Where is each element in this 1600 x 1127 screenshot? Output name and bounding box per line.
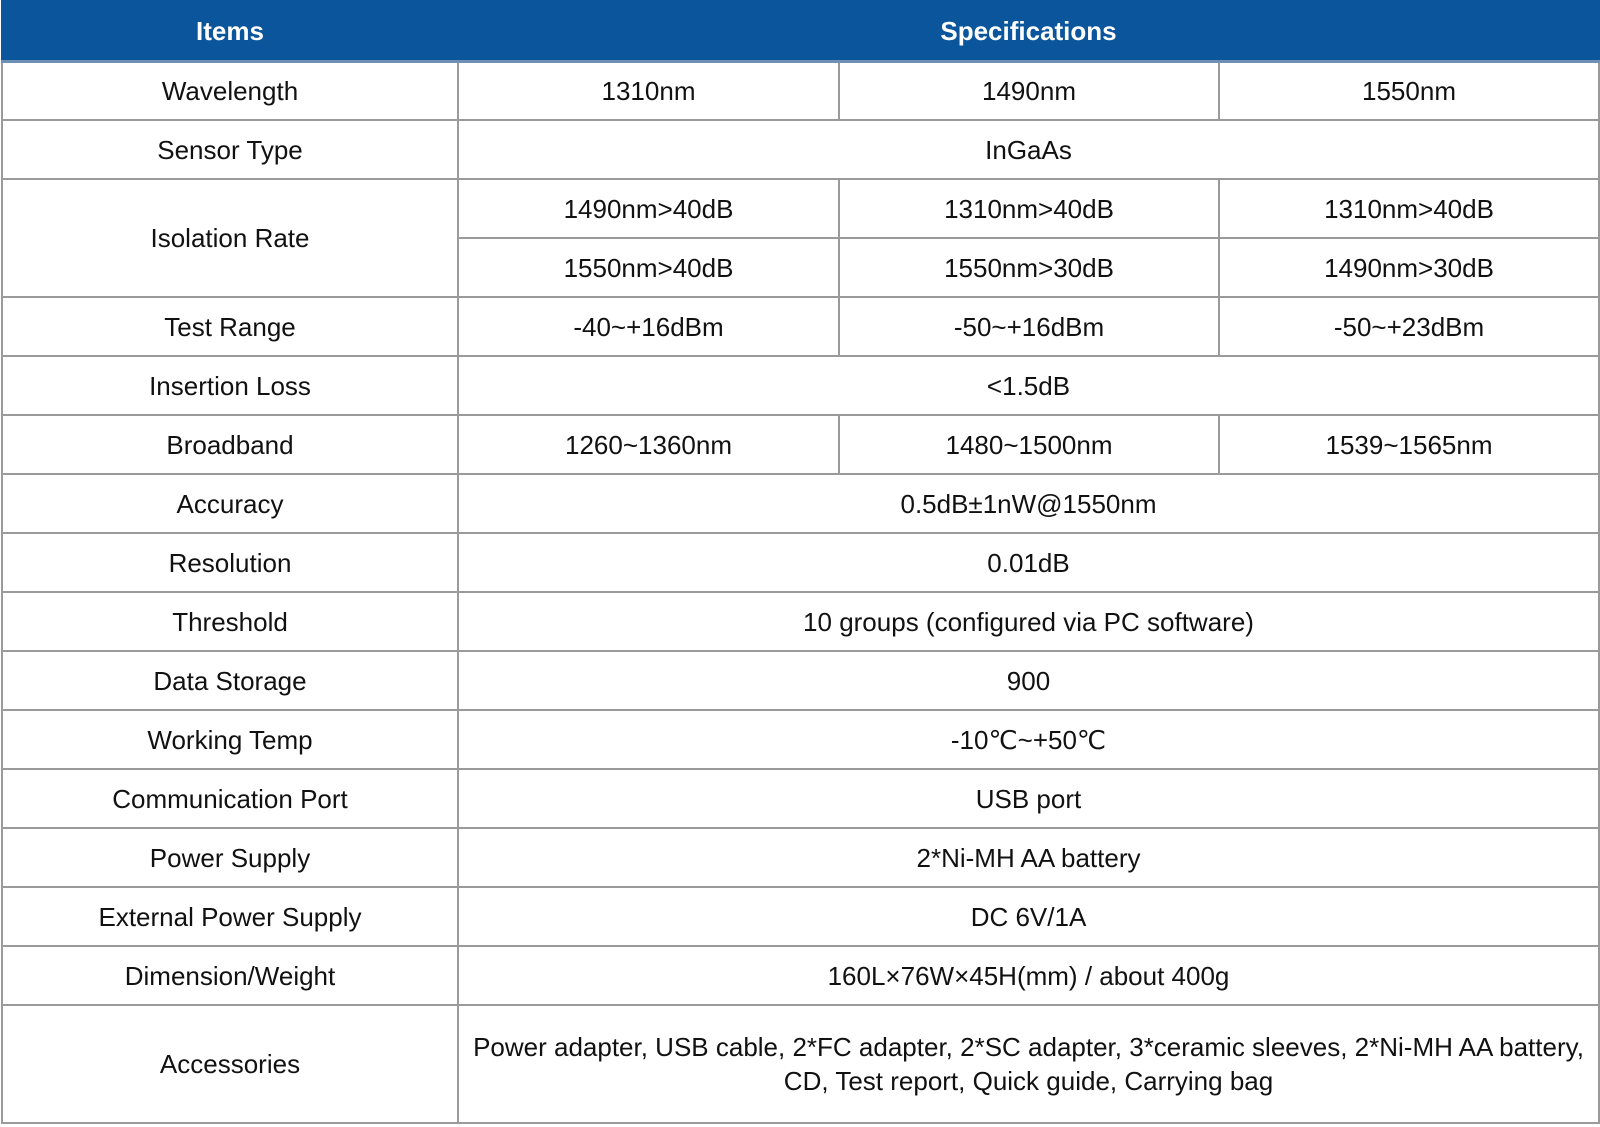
header-specifications: Specifications	[458, 1, 1599, 61]
cell-value: InGaAs	[458, 120, 1599, 179]
row-accuracy	[2, 474, 1599, 533]
cell-value: 1490nm>40dB	[458, 179, 839, 238]
cell-value: 0.01dB	[458, 533, 1599, 592]
row-data-storage	[2, 651, 1599, 710]
row-label: Threshold	[2, 592, 458, 651]
cell-value: 1310nm	[458, 61, 839, 120]
row-wavelength	[2, 61, 1599, 120]
row-accessories	[2, 1005, 1599, 1123]
cell-value: 1490nm	[839, 61, 1219, 120]
row-label: Data Storage	[2, 651, 458, 710]
cell-value: 1550nm>40dB	[458, 238, 839, 297]
row-label: Test Range	[2, 297, 458, 356]
row-label: Insertion Loss	[2, 356, 458, 415]
cell-value: 10 groups (configured via PC software)	[458, 592, 1599, 651]
row-label: External Power Supply	[2, 887, 458, 946]
cell-value: 160L×76W×45H(mm) / about 400g	[458, 946, 1599, 1005]
row-threshold	[2, 592, 1599, 651]
cell-value: 900	[458, 651, 1599, 710]
row-external-power-supply	[2, 887, 1599, 946]
row-broadband	[2, 415, 1599, 474]
row-label: Isolation Rate	[2, 179, 458, 297]
row-working-temp	[2, 710, 1599, 769]
cell-value: -10℃~+50℃	[458, 710, 1599, 769]
row-label: Accessories	[2, 1005, 458, 1123]
row-resolution	[2, 533, 1599, 592]
row-label: Sensor Type	[2, 120, 458, 179]
cell-value: DC 6V/1A	[458, 887, 1599, 946]
cell-value: 2*Ni-MH AA battery	[458, 828, 1599, 887]
row-label: Power Supply	[2, 828, 458, 887]
cell-value: -50~+23dBm	[1219, 297, 1599, 356]
cell-value: <1.5dB	[458, 356, 1599, 415]
row-sensor-type	[2, 120, 1599, 179]
row-label: Wavelength	[2, 61, 458, 120]
cell-value: 1539~1565nm	[1219, 415, 1599, 474]
cell-value: -50~+16dBm	[839, 297, 1219, 356]
row-label: Broadband	[2, 415, 458, 474]
row-label: Accuracy	[2, 474, 458, 533]
cell-value: -40~+16dBm	[458, 297, 839, 356]
row-label: Communication Port	[2, 769, 458, 828]
cell-value: 1480~1500nm	[839, 415, 1219, 474]
row-test-range	[2, 297, 1599, 356]
row-power-supply	[2, 828, 1599, 887]
specifications-table	[1, 0, 1600, 1124]
cell-value: Power adapter, USB cable, 2*FC adapter, 2*SC adapter, 3*ceramic sleeves, 2*Ni-MH AA battery, CD, Test report, Quick guide, Carrying bag	[458, 1005, 1599, 1123]
cell-value: USB port	[458, 769, 1599, 828]
cell-value: 1310nm>40dB	[1219, 179, 1599, 238]
cell-value: 0.5dB±1nW@1550nm	[458, 474, 1599, 533]
row-isolation-rate-1	[2, 179, 1599, 238]
row-dimension-weight	[2, 946, 1599, 1005]
cell-value: 1310nm>40dB	[839, 179, 1219, 238]
row-label: Dimension/Weight	[2, 946, 458, 1005]
row-label: Working Temp	[2, 710, 458, 769]
cell-value: 1260~1360nm	[458, 415, 839, 474]
cell-value: 1490nm>30dB	[1219, 238, 1599, 297]
row-communication-port	[2, 769, 1599, 828]
header-row	[2, 1, 1599, 61]
header-items: Items	[2, 1, 458, 61]
row-insertion-loss	[2, 356, 1599, 415]
cell-value: 1550nm>30dB	[839, 238, 1219, 297]
cell-value: 1550nm	[1219, 61, 1599, 120]
row-label: Resolution	[2, 533, 458, 592]
